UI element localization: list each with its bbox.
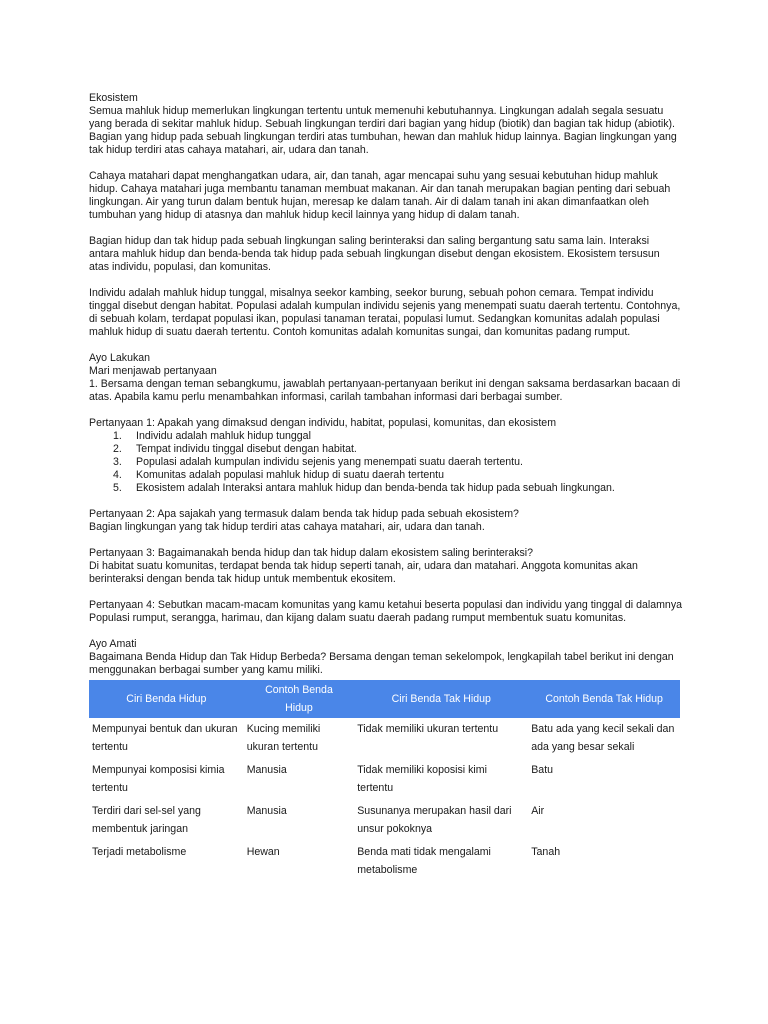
table-cell: Kucing memiliki ukuran tertentu (246, 723, 321, 753)
table-row (89, 841, 680, 882)
table-cell: Tanah (531, 846, 561, 858)
list-text: Ekosistem adalah Interaksi antara mahluk hidup dan benda-benda tak hidup pada sebuah lingkungan. (136, 482, 615, 494)
table-cell: Mempunyai komposisi kimia tertentu (92, 764, 225, 794)
comparison-table (89, 680, 680, 882)
question-1: Pertanyaan 1: Apakah yang dimaksud dengan individu, habitat, populasi, komunitas, dan ekosistem (89, 417, 557, 429)
table-header-row (89, 680, 680, 718)
table-cell: Terjadi metabolisme (92, 846, 187, 858)
observe-instruction: Bagaimana Benda Hidup dan Tak Hidup Berbeda? Bersama dengan teman sekelompok, lengkapilah tabel berikut ini dengan menggunakan berbagai sumber yang kamu miliki. (89, 651, 674, 676)
intro-section (89, 92, 682, 157)
activity-instruction: 1. Bersama dengan teman sebangkumu, jawablah pertanyaan-pertanyaan berikut ini dengan saksama berdasarkan bacaan di atas. Apabila kamu perlu menambahkan informasi, carilah tambahan informasi dari berbagai sumber. (89, 378, 681, 403)
table-cell: Terdiri dari sel-sel yang membentuk jaringan (92, 805, 201, 835)
list-text: Populasi adalah kumpulan individu sejenis yang menempati suatu daerah tertentu. (136, 456, 523, 468)
table-cell: Manusia (246, 805, 287, 817)
list-number: 2. (113, 443, 122, 455)
table-cell: Hewan (246, 846, 280, 858)
question-4: Pertanyaan 4: Sebutkan macam-macam komunitas yang kamu ketahui beserta populasi dan individu yang tinggal di dalamnya (89, 599, 683, 611)
list-number: 3. (113, 456, 122, 468)
table-cell: Tidak memiliki ukuran tertentu (357, 723, 499, 735)
list-item (89, 469, 682, 482)
observe-heading: Ayo Amati (89, 638, 137, 650)
list-item (89, 443, 682, 456)
activity-section (89, 352, 682, 404)
answer-2: Bagian lingkungan yang tak hidup terdiri atas cahaya matahari, air, udara dan tanah. (89, 521, 485, 533)
table-header-cell: Contoh Benda Hidup (244, 680, 355, 718)
table-cell: Air (531, 805, 545, 817)
list-number: 1. (113, 430, 122, 442)
list-text: Komunitas adalah populasi mahluk hidup di suatu daerah tertentu (136, 469, 445, 481)
list-text: Individu adalah mahluk hidup tunggal (136, 430, 311, 442)
table-row (89, 759, 680, 800)
table-header-cell: Contoh Benda Tak Hidup (528, 680, 680, 718)
observe-section (89, 638, 682, 677)
intro-paragraph-2: Cahaya matahari dapat menghangatkan udara, air, dan tanah, agar mencapai suhu yang sesuai kebutuhan hidup mahluk hidup. Cahaya matahari juga membantu tanaman membuat makanan. Air dan tanah merupakan bagian penting dari sebuah lingkungan. Air yang turun dalam bentuk hujan, meresap ke dalam tanah. Air di dalam tanah ini akan dimanfaatkan oleh tumbuhan yang hidup di atasnya dan mahluk hidup kecil lainnya yang hidup di dalam tanah. (89, 170, 671, 221)
table-cell: Mempunyai bentuk dan ukuran tertentu (92, 723, 238, 753)
table-cell: Batu (531, 764, 554, 776)
table-row (89, 800, 680, 841)
table-row (89, 718, 680, 759)
list-item (89, 430, 682, 443)
question-3: Pertanyaan 3: Bagaimanakah benda hidup dan tak hidup dalam ekosistem saling berinteraksi? (89, 547, 534, 559)
document-title: Ekosistem (89, 92, 138, 104)
answer-list (89, 430, 682, 495)
intro-paragraph-4: Individu adalah mahluk hidup tunggal, misalnya seekor kambing, seekor burung, sebuah pohon cemara. Tempat individu tinggal disebut dengan habitat. Populasi adalah kumpulan individu sejenis yang menempati suatu daerah tertentu. Contohnya, di sebuah kolam, terdapat populasi ikan, populasi tanaman teratai, populasi lumut. Sedangkan komunitas adalah populasi mahluk hidup di suatu daerah tertentu. Contoh komunitas adalah komunitas sungai, dan komunitas padang rumput. (89, 287, 681, 338)
intro-paragraph-1: Semua mahluk hidup memerlukan lingkungan tertentu untuk memenuhi kebutuhannya. Lingkungan adalah segala sesuatu yang berada di sekitar mahluk hidup. Sebuah lingkungan terdiri dari bagian yang hidup (biotik) dan bagian tak hidup (abiotik). Bagian yang hidup pada sebuah lingkungan terdiri atas tumbuhan, hewan dan mahluk hidup lainnya. Bagian lingkungan yang tak hidup terdiri atas cahaya matahari, air, udara dan tanah. (89, 105, 677, 156)
activity-subheading: Mari menjawab pertanyaan (89, 365, 217, 377)
list-number: 4. (113, 469, 122, 481)
answer-3: Di habitat suatu komunitas, terdapat benda tak hidup seperti tanah, air, udara dan matahari. Anggota komunitas akan berinteraksi dengan benda tak hidup untuk membentuk ekositem. (89, 560, 638, 585)
table-cell: Benda mati tidak mengalami metabolisme (357, 846, 491, 876)
table-header-cell: Ciri Benda Tak Hidup (354, 680, 528, 718)
answer-4: Populasi rumput, serangga, harimau, dan kijang dalam suatu daerah padang rumput membentuk suatu komunitas. (89, 612, 627, 624)
list-item (89, 482, 682, 495)
table-header-cell: Ciri Benda Hidup (89, 680, 244, 718)
list-number: 5. (113, 482, 122, 494)
table-cell: Manusia (246, 764, 287, 776)
question-2: Pertanyaan 2: Apa sajakah yang termasuk dalam benda tak hidup pada sebuah ekosistem? (89, 508, 519, 520)
table-cell: Tidak memiliki koposisi kimi tertentu (357, 764, 487, 794)
activity-heading: Ayo Lakukan (89, 352, 151, 364)
table-cell: Susunanya merupakan hasil dari unsur pokoknya (357, 805, 512, 835)
list-item (89, 456, 682, 469)
list-text: Tempat individu tinggal disebut dengan habitat. (136, 443, 357, 455)
intro-paragraph-3: Bagian hidup dan tak hidup pada sebuah lingkungan saling berinteraksi dan saling bergantung satu sama lain. Interaksi antara mahluk hidup dan benda-benda tak hidup pada sebuah lingkungan disebut dengan ekosistem. Ekosistem tersusun atas individu, populasi, dan komunitas. (89, 235, 660, 273)
table-cell: Batu ada yang kecil sekali dan ada yang besar sekali (531, 723, 675, 753)
